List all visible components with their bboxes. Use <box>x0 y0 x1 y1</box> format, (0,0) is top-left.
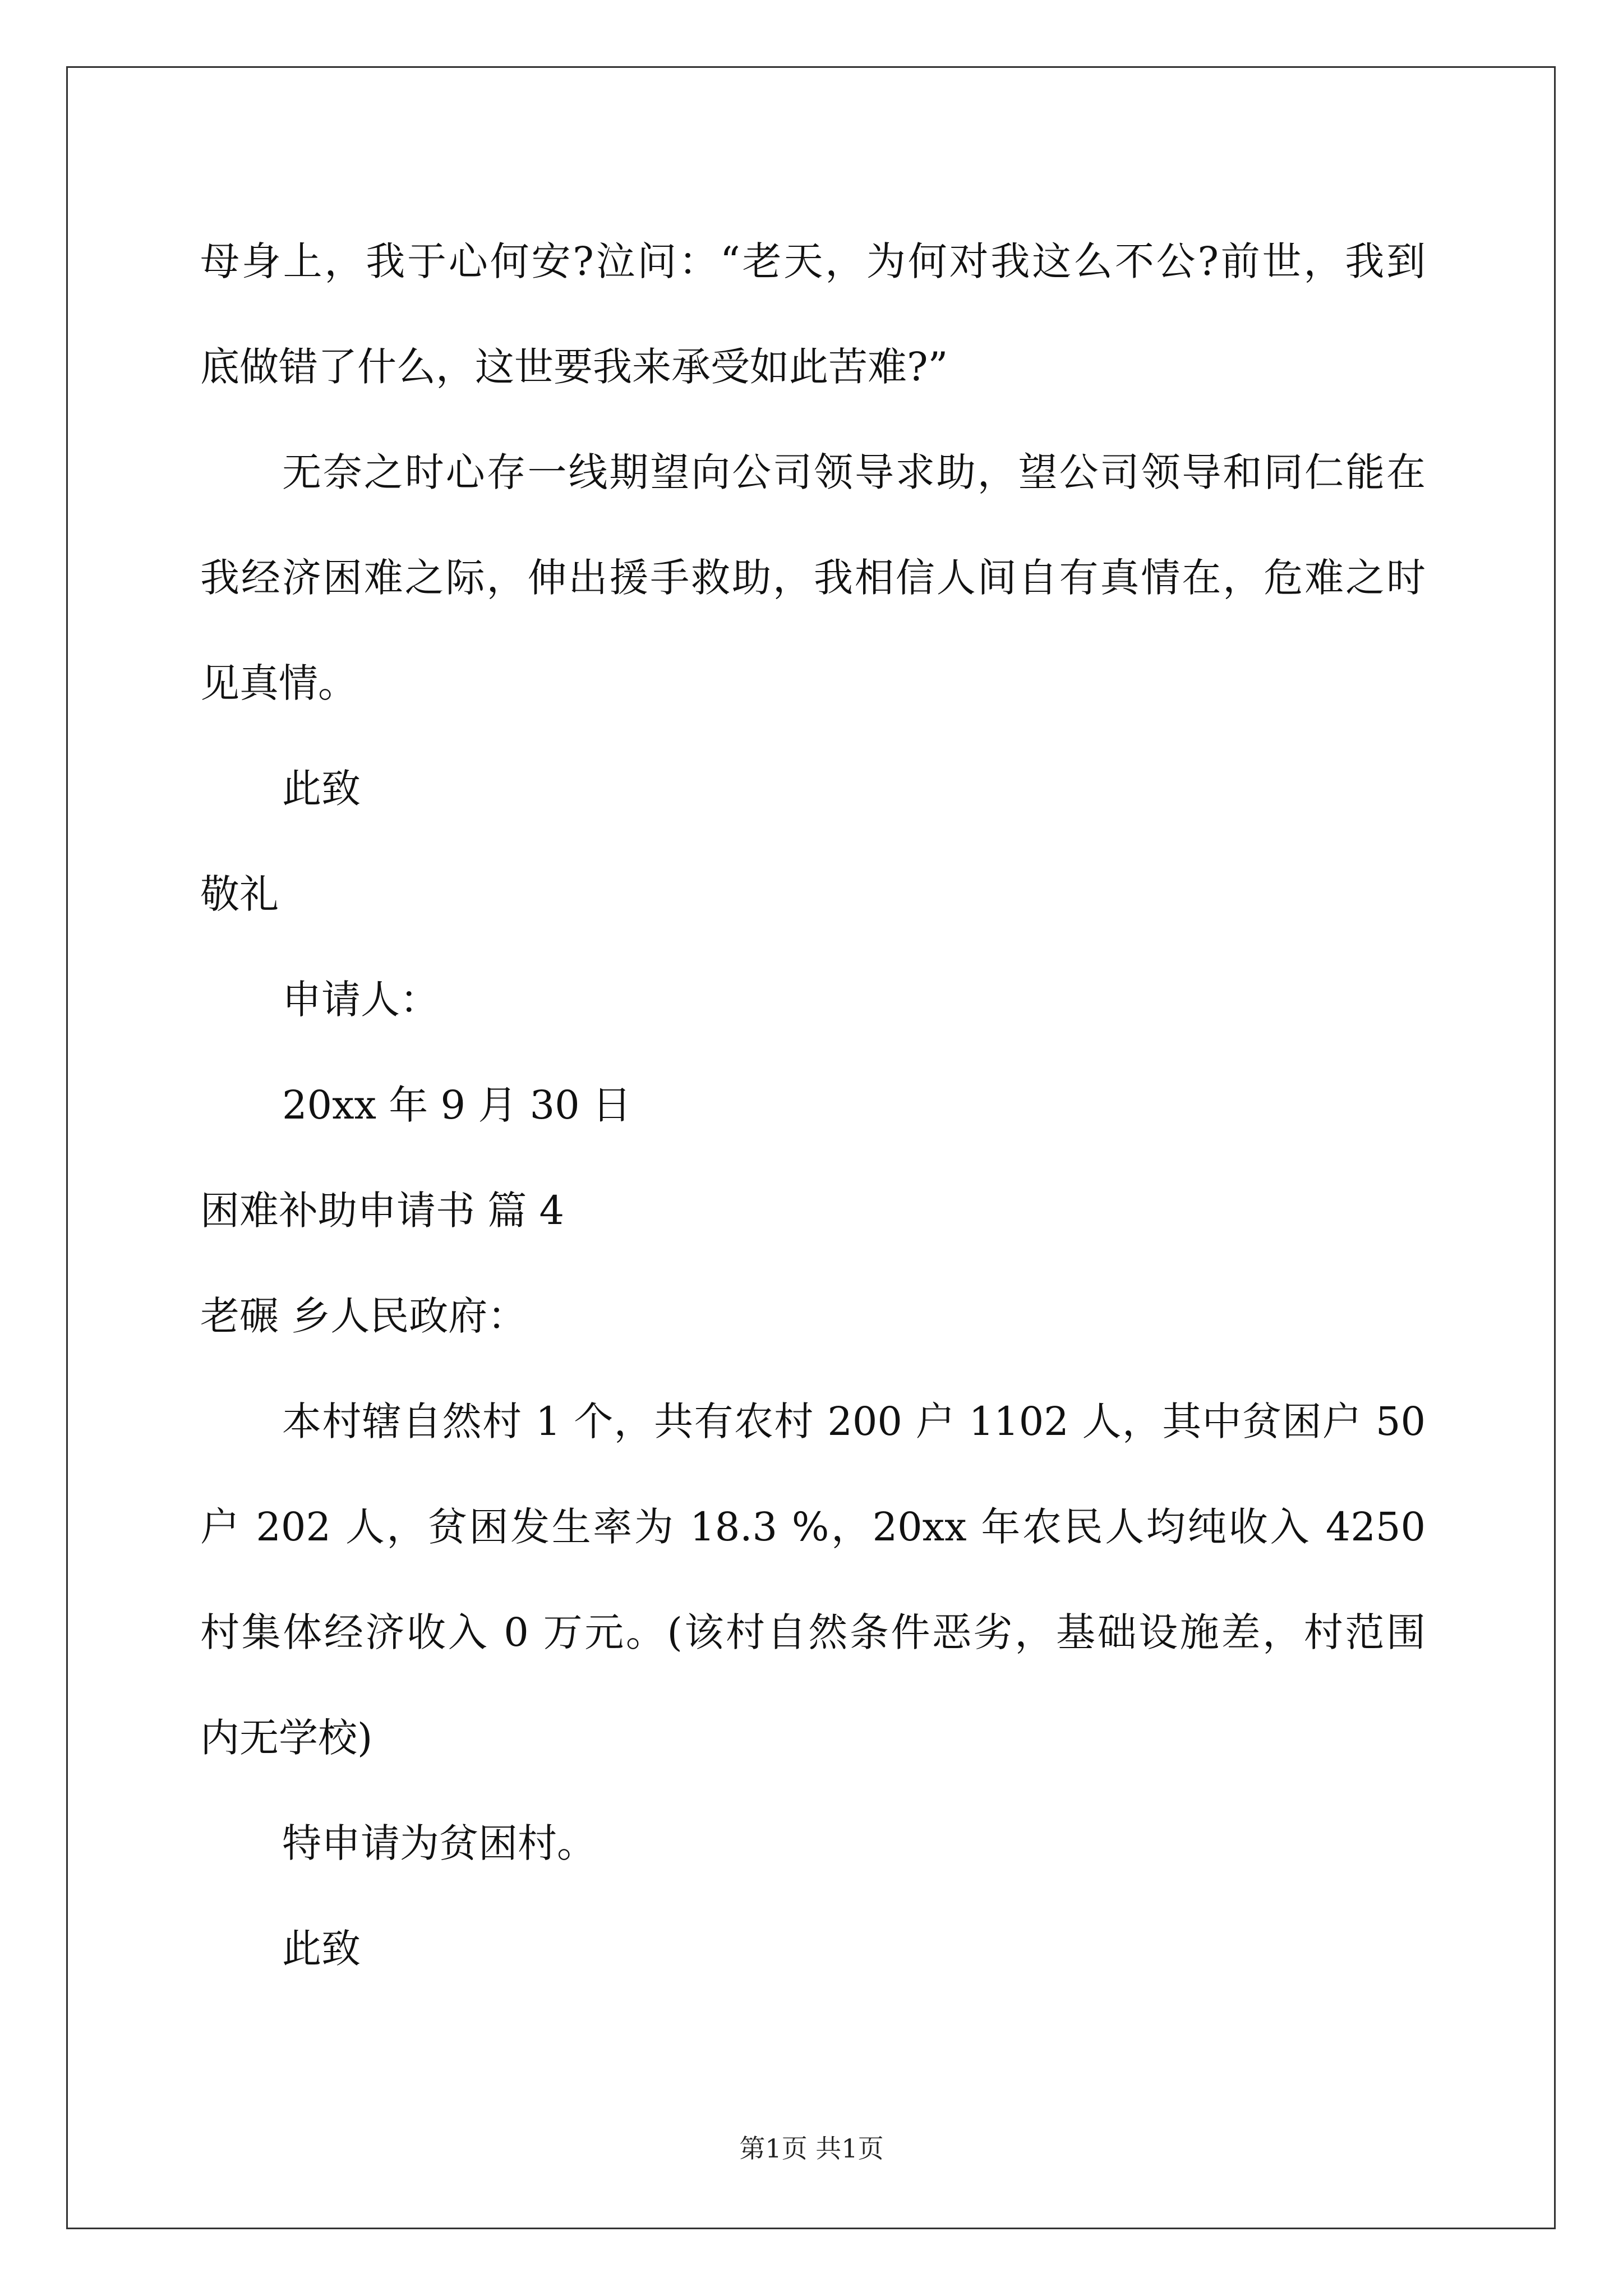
text-line: 老碾 乡人民政府： <box>200 1293 527 1339</box>
text-line: 无奈之时心存一线期望向公司领导求助，望公司领导和同仁能在 <box>282 449 1426 495</box>
text-line: 申请人： <box>282 977 439 1023</box>
text-line: 底做错了什么，这世要我来承受如此苦难?” <box>200 344 948 390</box>
text-line: 内无学校) <box>200 1715 373 1761</box>
document-body <box>200 209 1426 2001</box>
text-line: 村集体经济收入 0 万元。(该村自然条件恶劣，基础设施差，村范围 <box>200 1609 1426 1655</box>
text-line: 母身上，我于心何安?泣问：“老天，为何对我这么不公?前世，我到 <box>200 238 1426 284</box>
text-line: 困难补助申请书 篇 4 <box>200 1188 565 1234</box>
text-line: 特申请为贫困村。 <box>282 1820 596 1866</box>
page-footer: 第1页 共1页 <box>739 2133 884 2164</box>
text-line: 我经济困难之际，伸出援手救助，我相信人间自有真情在，危难之时 <box>200 555 1426 601</box>
text-line: 户 202 人，贫困发生率为 18.3 %，20xx 年农民人均纯收入 4250 <box>200 1504 1426 1550</box>
text-line: 见真情。 <box>200 660 357 706</box>
text-line: 20xx 年 9 月 30 日 <box>282 1082 631 1128</box>
text-line: 本村辖自然村 1 个，共有农村 200 户 1102 人，其中贫困户 50 <box>282 1398 1426 1444</box>
text-line: 此致 <box>282 1926 361 1972</box>
text-line: 敬礼 <box>200 871 279 917</box>
text-line: 此致 <box>282 766 361 812</box>
